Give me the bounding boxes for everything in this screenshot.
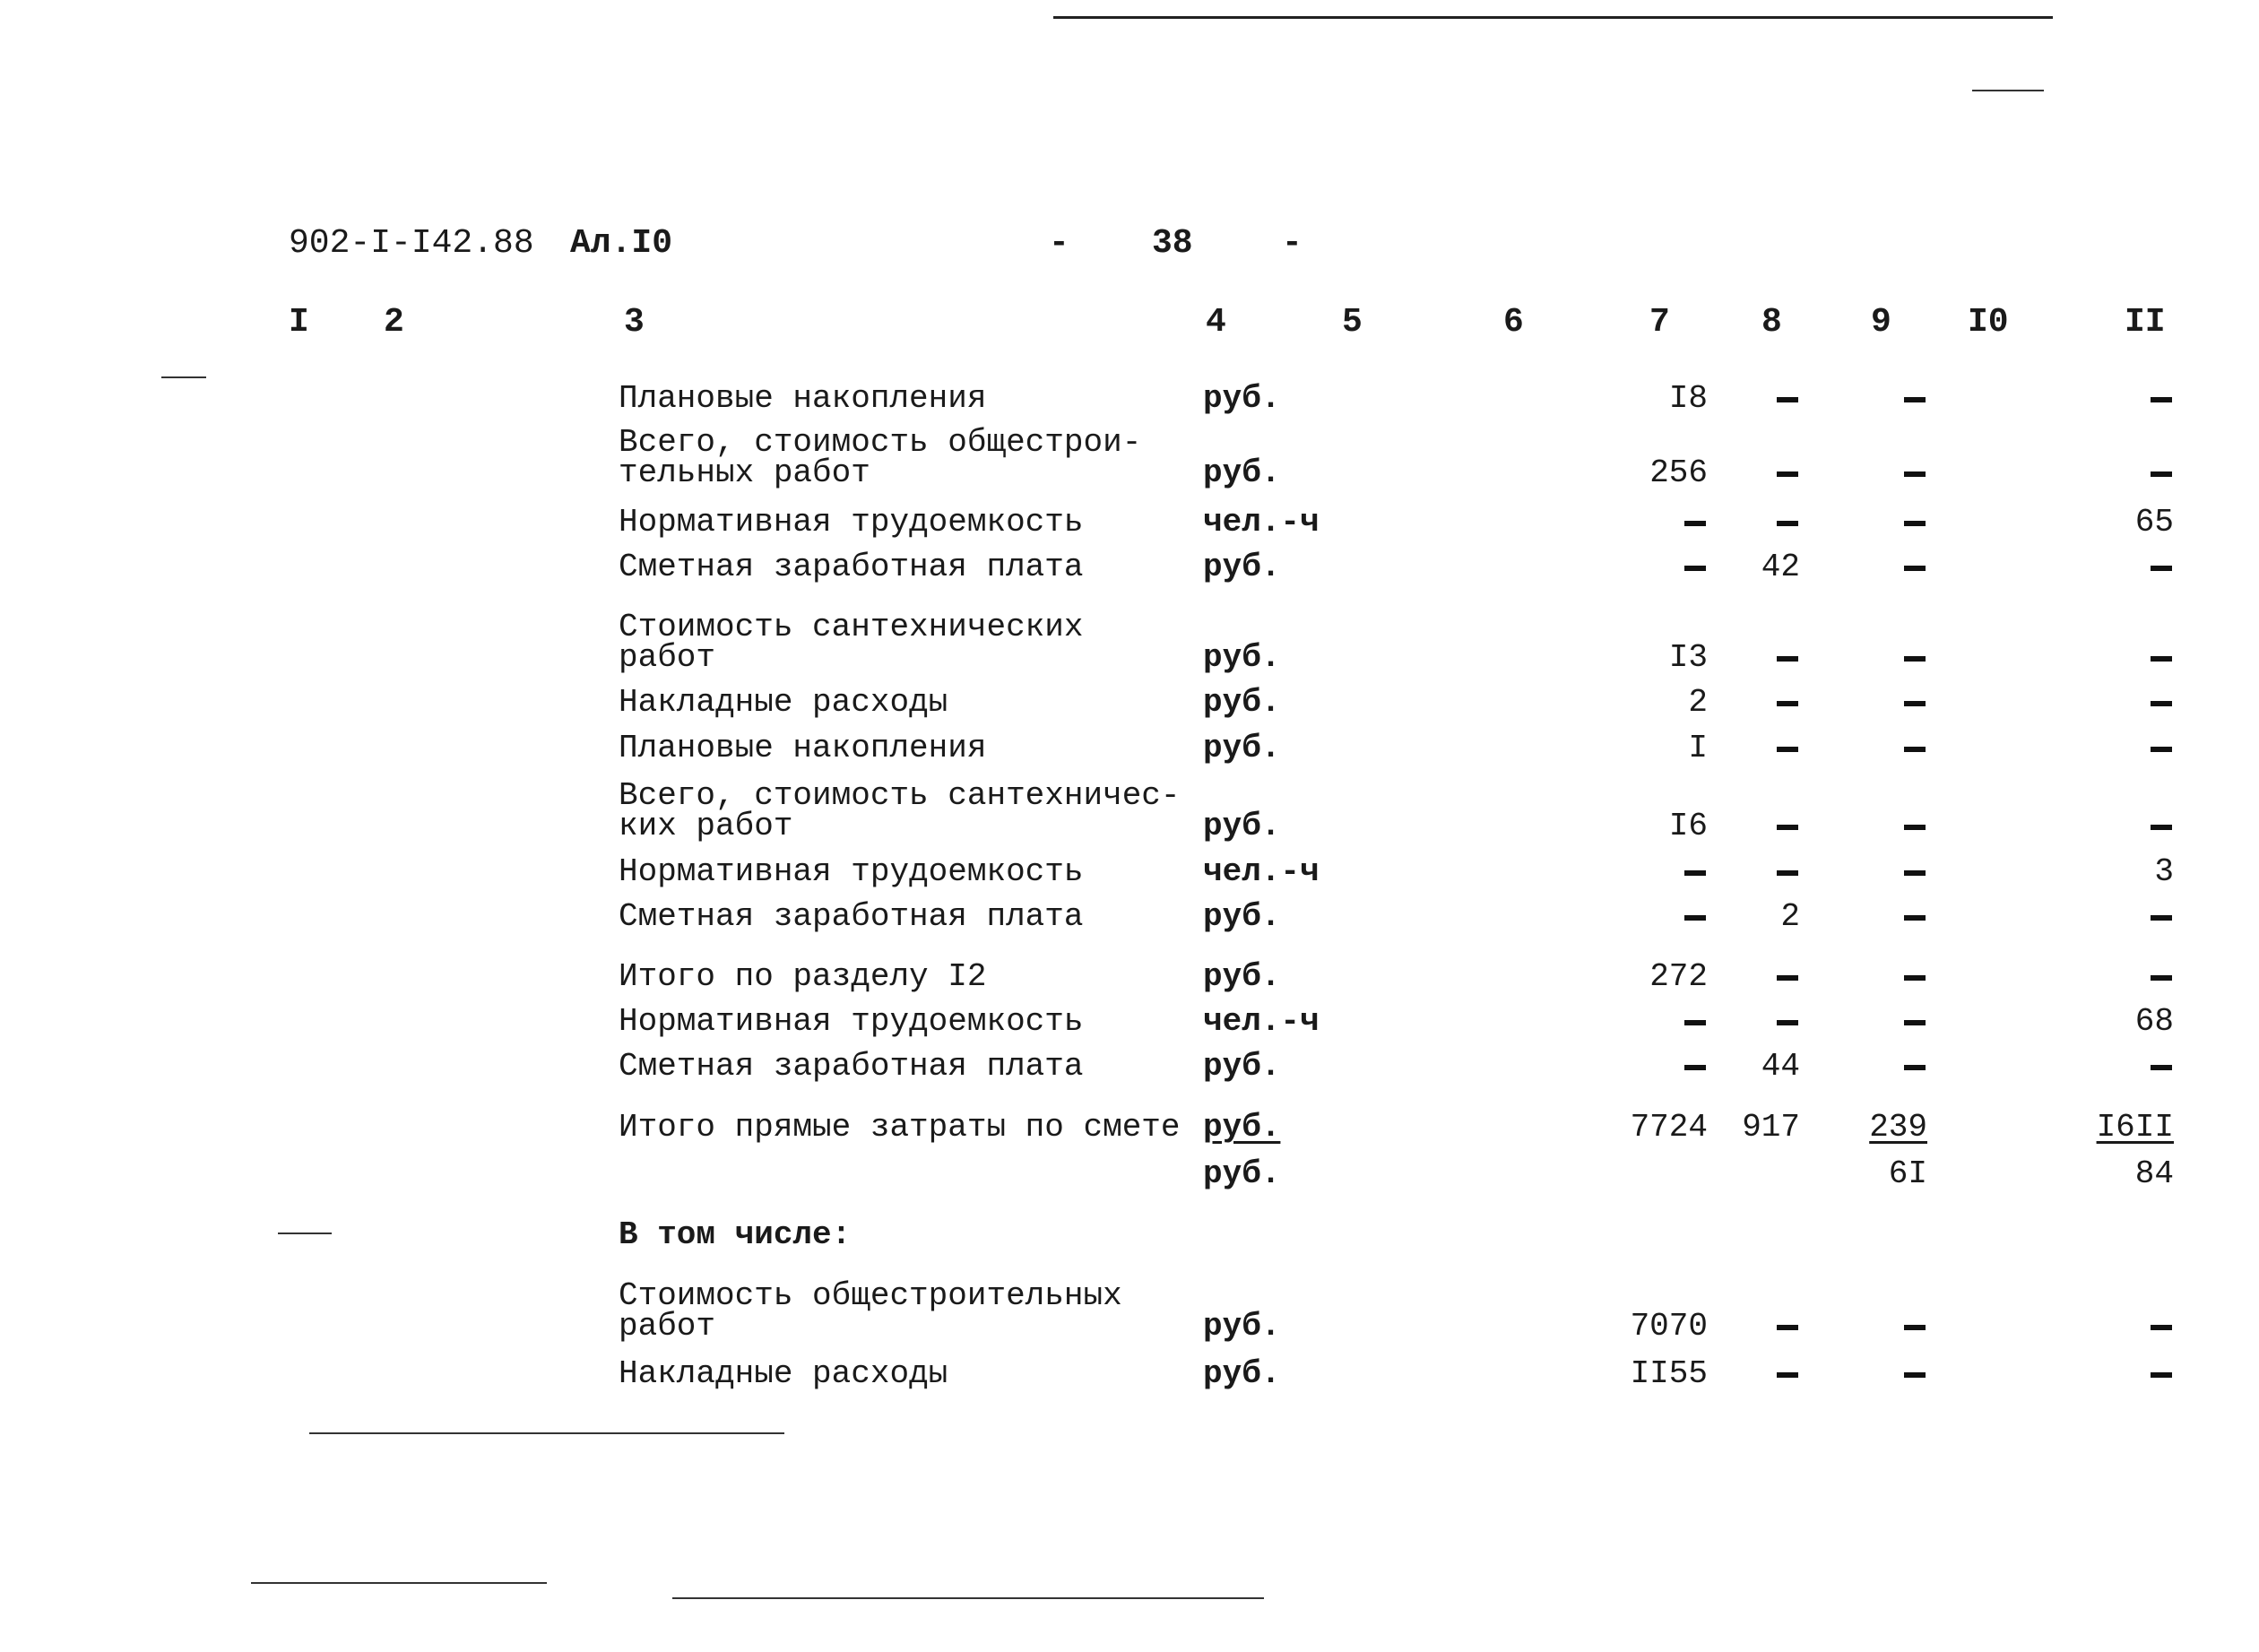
row-description: Всего, стоимость сантехничес- (619, 777, 1181, 814)
col7-cell: 7070 (1630, 1308, 1708, 1345)
row-description: Сметная заработная плата (619, 898, 1084, 935)
col11-cell (2151, 901, 2170, 933)
col9-cell: 239 (1869, 1109, 1927, 1146)
scan-line (1053, 16, 2053, 19)
col9-cell (1904, 687, 1924, 719)
row-description: Плановые накопления (619, 730, 987, 766)
col7-cell: I8 (1668, 380, 1708, 417)
row-description: работ (619, 639, 716, 676)
col7-cell: 7724 (1630, 1109, 1708, 1146)
col9-cell (1904, 961, 1924, 993)
col9-cell (1904, 1310, 1924, 1343)
row-description: Итого по разделу I2 (619, 958, 987, 995)
col11-cell (2151, 551, 2170, 584)
col9-cell (1904, 506, 1924, 539)
doc-code: 902-I-I42.88 (289, 224, 534, 263)
col8-cell (1777, 642, 1796, 674)
col7-cell: I3 (1668, 639, 1708, 676)
col11-cell (2151, 1310, 2170, 1343)
row-description: Сметная заработная плата (619, 549, 1084, 585)
row-description: Плановые накопления (619, 380, 987, 417)
row-description: Стоимость общестроительных (619, 1277, 1122, 1314)
row-description: Нормативная трудоемкость (619, 1003, 1084, 1040)
row-description: В том числе: (619, 1216, 852, 1253)
column-number: I (289, 303, 309, 342)
col9-cell (1904, 642, 1924, 674)
col7-cell (1684, 1006, 1704, 1038)
column-number: 4 (1206, 303, 1226, 342)
col7-cell: 272 (1649, 958, 1708, 995)
col8-cell: 42 (1761, 549, 1800, 585)
col7-cell: 2 (1688, 684, 1708, 721)
col9-cell (1904, 1006, 1924, 1038)
col8-cell (1777, 1006, 1796, 1038)
unit-cell: руб. (1203, 808, 1281, 844)
col7-cell (1684, 551, 1704, 584)
row-description: Сметная заработная плата (619, 1048, 1084, 1085)
unit-cell: руб. (1203, 639, 1281, 676)
column-number: II (2125, 303, 2166, 342)
col8-cell (1777, 1310, 1796, 1343)
col11-cell (2151, 1051, 2170, 1083)
col11-cell: 65 (2134, 504, 2174, 541)
row-description: Итого прямые затраты по смете (619, 1109, 1181, 1146)
unit-cell: руб. (1203, 1155, 1281, 1192)
col11-cell (2151, 383, 2170, 415)
col8-cell (1777, 1358, 1796, 1390)
row-description: Всего, стоимость общестрои- (619, 424, 1142, 461)
col9-cell: 6I (1888, 1155, 1927, 1192)
col11-cell: 3 (2154, 853, 2174, 890)
unit-cell: руб. (1203, 454, 1281, 491)
col8-cell (1777, 810, 1796, 843)
unit-cell: руб. (1203, 958, 1281, 995)
scan-line (672, 1597, 1264, 1599)
col7-cell: II55 (1630, 1355, 1708, 1392)
row-description: Нормативная трудоемкость (619, 853, 1084, 890)
col9-cell (1904, 732, 1924, 765)
unit-cell: руб. (1203, 1048, 1281, 1085)
col11-cell (2151, 687, 2170, 719)
unit-cell: руб. (1203, 898, 1281, 935)
col9-cell (1904, 551, 1924, 584)
unit-cell: чел.-ч (1203, 1003, 1320, 1040)
column-number: 3 (624, 303, 645, 342)
col11-cell: I6II (2096, 1109, 2174, 1146)
column-number: I0 (1968, 303, 2009, 342)
col9-cell (1904, 856, 1924, 888)
col11-cell (2151, 961, 2170, 993)
unit-cell: руб. (1203, 1109, 1281, 1146)
col8-cell (1777, 383, 1796, 415)
col11-cell: 68 (2134, 1003, 2174, 1040)
col8-cell (1777, 961, 1796, 993)
row-description: тельных работ (619, 454, 870, 491)
col11-cell (2151, 732, 2170, 765)
scan-line (278, 1233, 332, 1234)
unit-cell: руб. (1203, 684, 1281, 721)
col7-cell: I6 (1668, 808, 1708, 844)
column-number: 5 (1342, 303, 1363, 342)
col7-cell: I (1688, 730, 1708, 766)
col7-cell (1684, 1051, 1704, 1083)
scan-line (251, 1582, 547, 1584)
col9-cell (1904, 1358, 1924, 1390)
col8-cell: 44 (1761, 1048, 1800, 1085)
col7-cell (1684, 901, 1704, 933)
unit-cell: руб. (1203, 549, 1281, 585)
album-number: Ал.I0 (570, 224, 673, 263)
scan-line (1972, 90, 2044, 91)
col8-cell (1777, 732, 1796, 765)
col8-cell: 2 (1780, 898, 1800, 935)
col8-cell (1777, 457, 1796, 489)
row-description: ких работ (619, 808, 793, 844)
row-description: Стоимость сантехнических (619, 609, 1084, 645)
col8-cell (1777, 856, 1796, 888)
row-description: работ (619, 1308, 716, 1345)
unit-cell: руб. (1203, 1355, 1281, 1392)
row-description: Накладные расходы (619, 684, 948, 721)
page-number: 38 (1152, 224, 1193, 263)
unit-cell: руб. (1203, 1308, 1281, 1345)
col8-cell (1777, 506, 1796, 539)
unit-cell: руб. (1203, 730, 1281, 766)
col7-cell (1684, 506, 1704, 539)
col11-cell (2151, 642, 2170, 674)
scan-line (309, 1432, 784, 1434)
col11-cell (2151, 1358, 2170, 1390)
col11-cell: 84 (2134, 1155, 2174, 1192)
col7-cell: 256 (1649, 454, 1708, 491)
unit-cell: чел.-ч (1203, 853, 1320, 890)
col9-cell (1904, 901, 1924, 933)
unit-cell: чел.-ч (1203, 504, 1320, 541)
scan-line (161, 376, 206, 378)
page-dash-left: - (1049, 224, 1069, 263)
col8-cell (1777, 687, 1796, 719)
col9-cell (1904, 383, 1924, 415)
col11-cell (2151, 810, 2170, 843)
page-dash-right: - (1282, 224, 1303, 263)
col9-cell (1904, 1051, 1924, 1083)
row-description: Нормативная трудоемкость (619, 504, 1084, 541)
column-number: 9 (1871, 303, 1891, 342)
column-number: 7 (1649, 303, 1670, 342)
column-number: 6 (1503, 303, 1524, 342)
row-description: Накладные расходы (619, 1355, 948, 1392)
col7-cell (1684, 856, 1704, 888)
col8-cell: 917 (1742, 1109, 1800, 1146)
col11-cell (2151, 457, 2170, 489)
col9-cell (1904, 810, 1924, 843)
col9-cell (1904, 457, 1924, 489)
column-number: 8 (1761, 303, 1782, 342)
column-number: 2 (384, 303, 404, 342)
unit-cell: руб. (1203, 380, 1281, 417)
